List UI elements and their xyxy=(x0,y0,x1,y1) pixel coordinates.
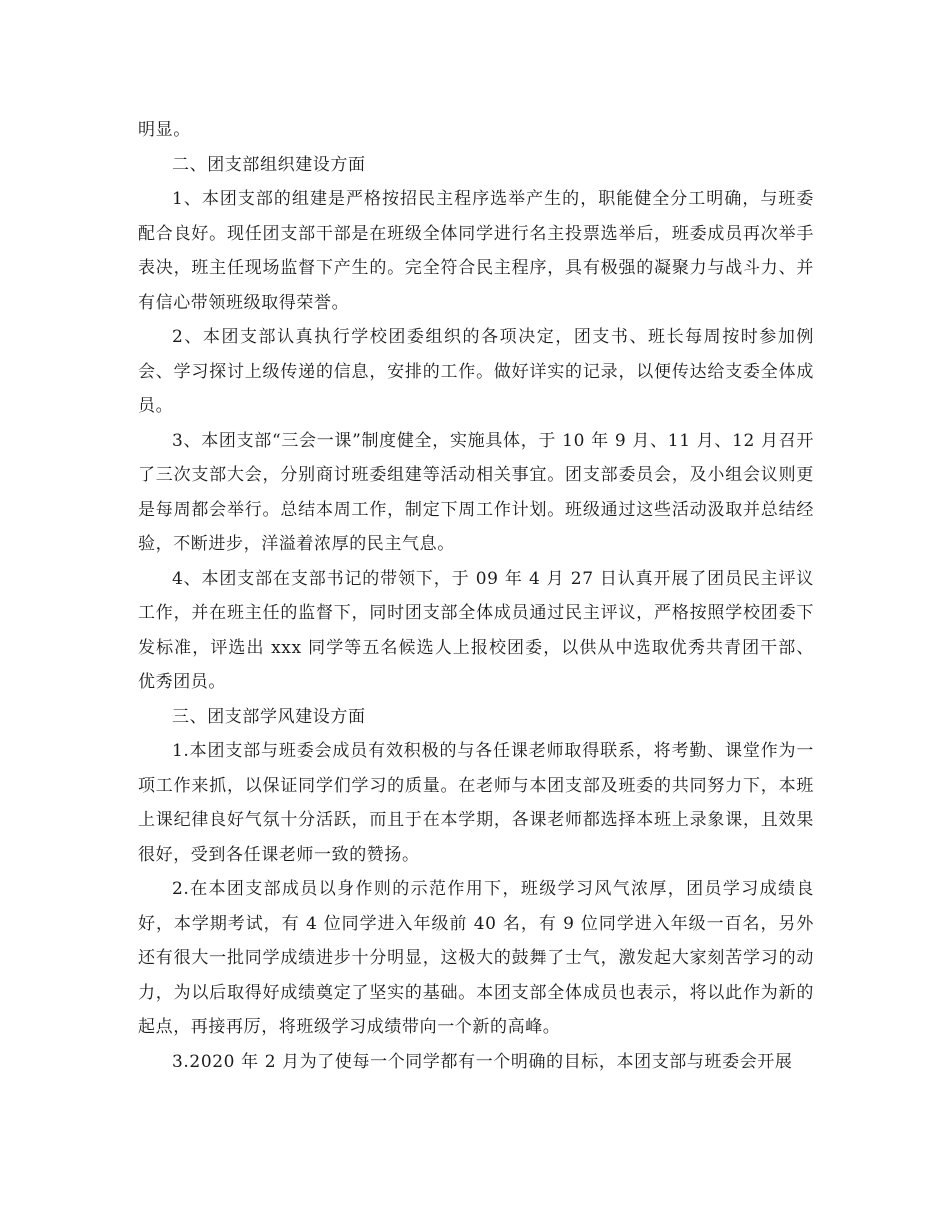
paragraph-study-3: 3.2020 年 2 月为了使每一个同学都有一个明确的目标，本团支部与班委会开展 xyxy=(172,1051,793,1072)
section-heading-organization: 二、团支部组织建设方面 xyxy=(172,154,366,175)
paragraph-study-1: 1.本团支部与班委会成员有效积极的与各任课老师取得联系，将考勤、课堂作为一项工作来抓，以保证同学们学习的质量。在老师与本团支部及班委的共同努力下，本班上课纪律良好气氛十分活跃，而且于在本学期，各课老师都选择本班上录象课，且效果很好，受到各任课老师一致的赞扬。 xyxy=(138,741,814,865)
paragraph-organization-4: 4、本团支部在支部书记的带领下，于 09 年 4 月 27 日认真开展了团员民主评议工作，并在班主任的监督下，同时团支部全体成员通过民主评议，严格按照学校团委下发标准，评选出 xxx 同学等五名候选人上报校团委，以供从中选取优秀共青团干部、优秀团员。 xyxy=(138,568,814,692)
paragraph-organization-1: 1、本团支部的组建是严格按招民主程序选举产生的，职能健全分工明确，与班委配合良好。现任团支部干部是在班级全体同学进行名主投票选举后，班委成员再次举手表决，班主任现场监督下产生的。完全符合民主程序，具有极强的凝聚力与战斗力、并有信心带领班级取得荣誉。 xyxy=(138,189,814,313)
paragraph-organization-3: 3、本团支部“三会一课”制度健全，实施具体，于 10 年 9 月、11 月、12 月召开了三次支部大会，分别商讨班委组建等活动相关事宜。团支部委员会，及小组会议则更是每周都会举行。总结本周工作，制定下周工作计划。班级通过这些活动汲取并总结经验，不断进步，洋溢着浓厚的民主气息。 xyxy=(138,430,814,554)
section-heading-study-style: 三、团支部学风建设方面 xyxy=(172,706,366,727)
paragraph-continuation: 明显。 xyxy=(138,120,191,140)
document-body xyxy=(138,113,814,1079)
paragraph-organization-2: 2、本团支部认真执行学校团委组织的各项决定，团支书、班长每周按时参加例会、学习探讨上级传递的信息，安排的工作。做好详实的记录，以便传达给支委全体成员。 xyxy=(138,327,814,416)
paragraph-study-2: 2.在本团支部成员以身作则的示范作用下，班级学习风气浓厚，团员学习成绩良好，本学期考试，有 4 位同学进入年级前 40 名，有 9 位同学进入年级一百名，另外还有很大一批同学成绩进步十分明显，这极大的鼓舞了士气，激发起大家刻苦学习的动力，为以后取得好成绩奠定了坚实的基础。本团支部全体成员也表示，将以此作为新的起点，再接再厉，将班级学习成绩带向一个新的高峰。 xyxy=(138,879,814,1037)
